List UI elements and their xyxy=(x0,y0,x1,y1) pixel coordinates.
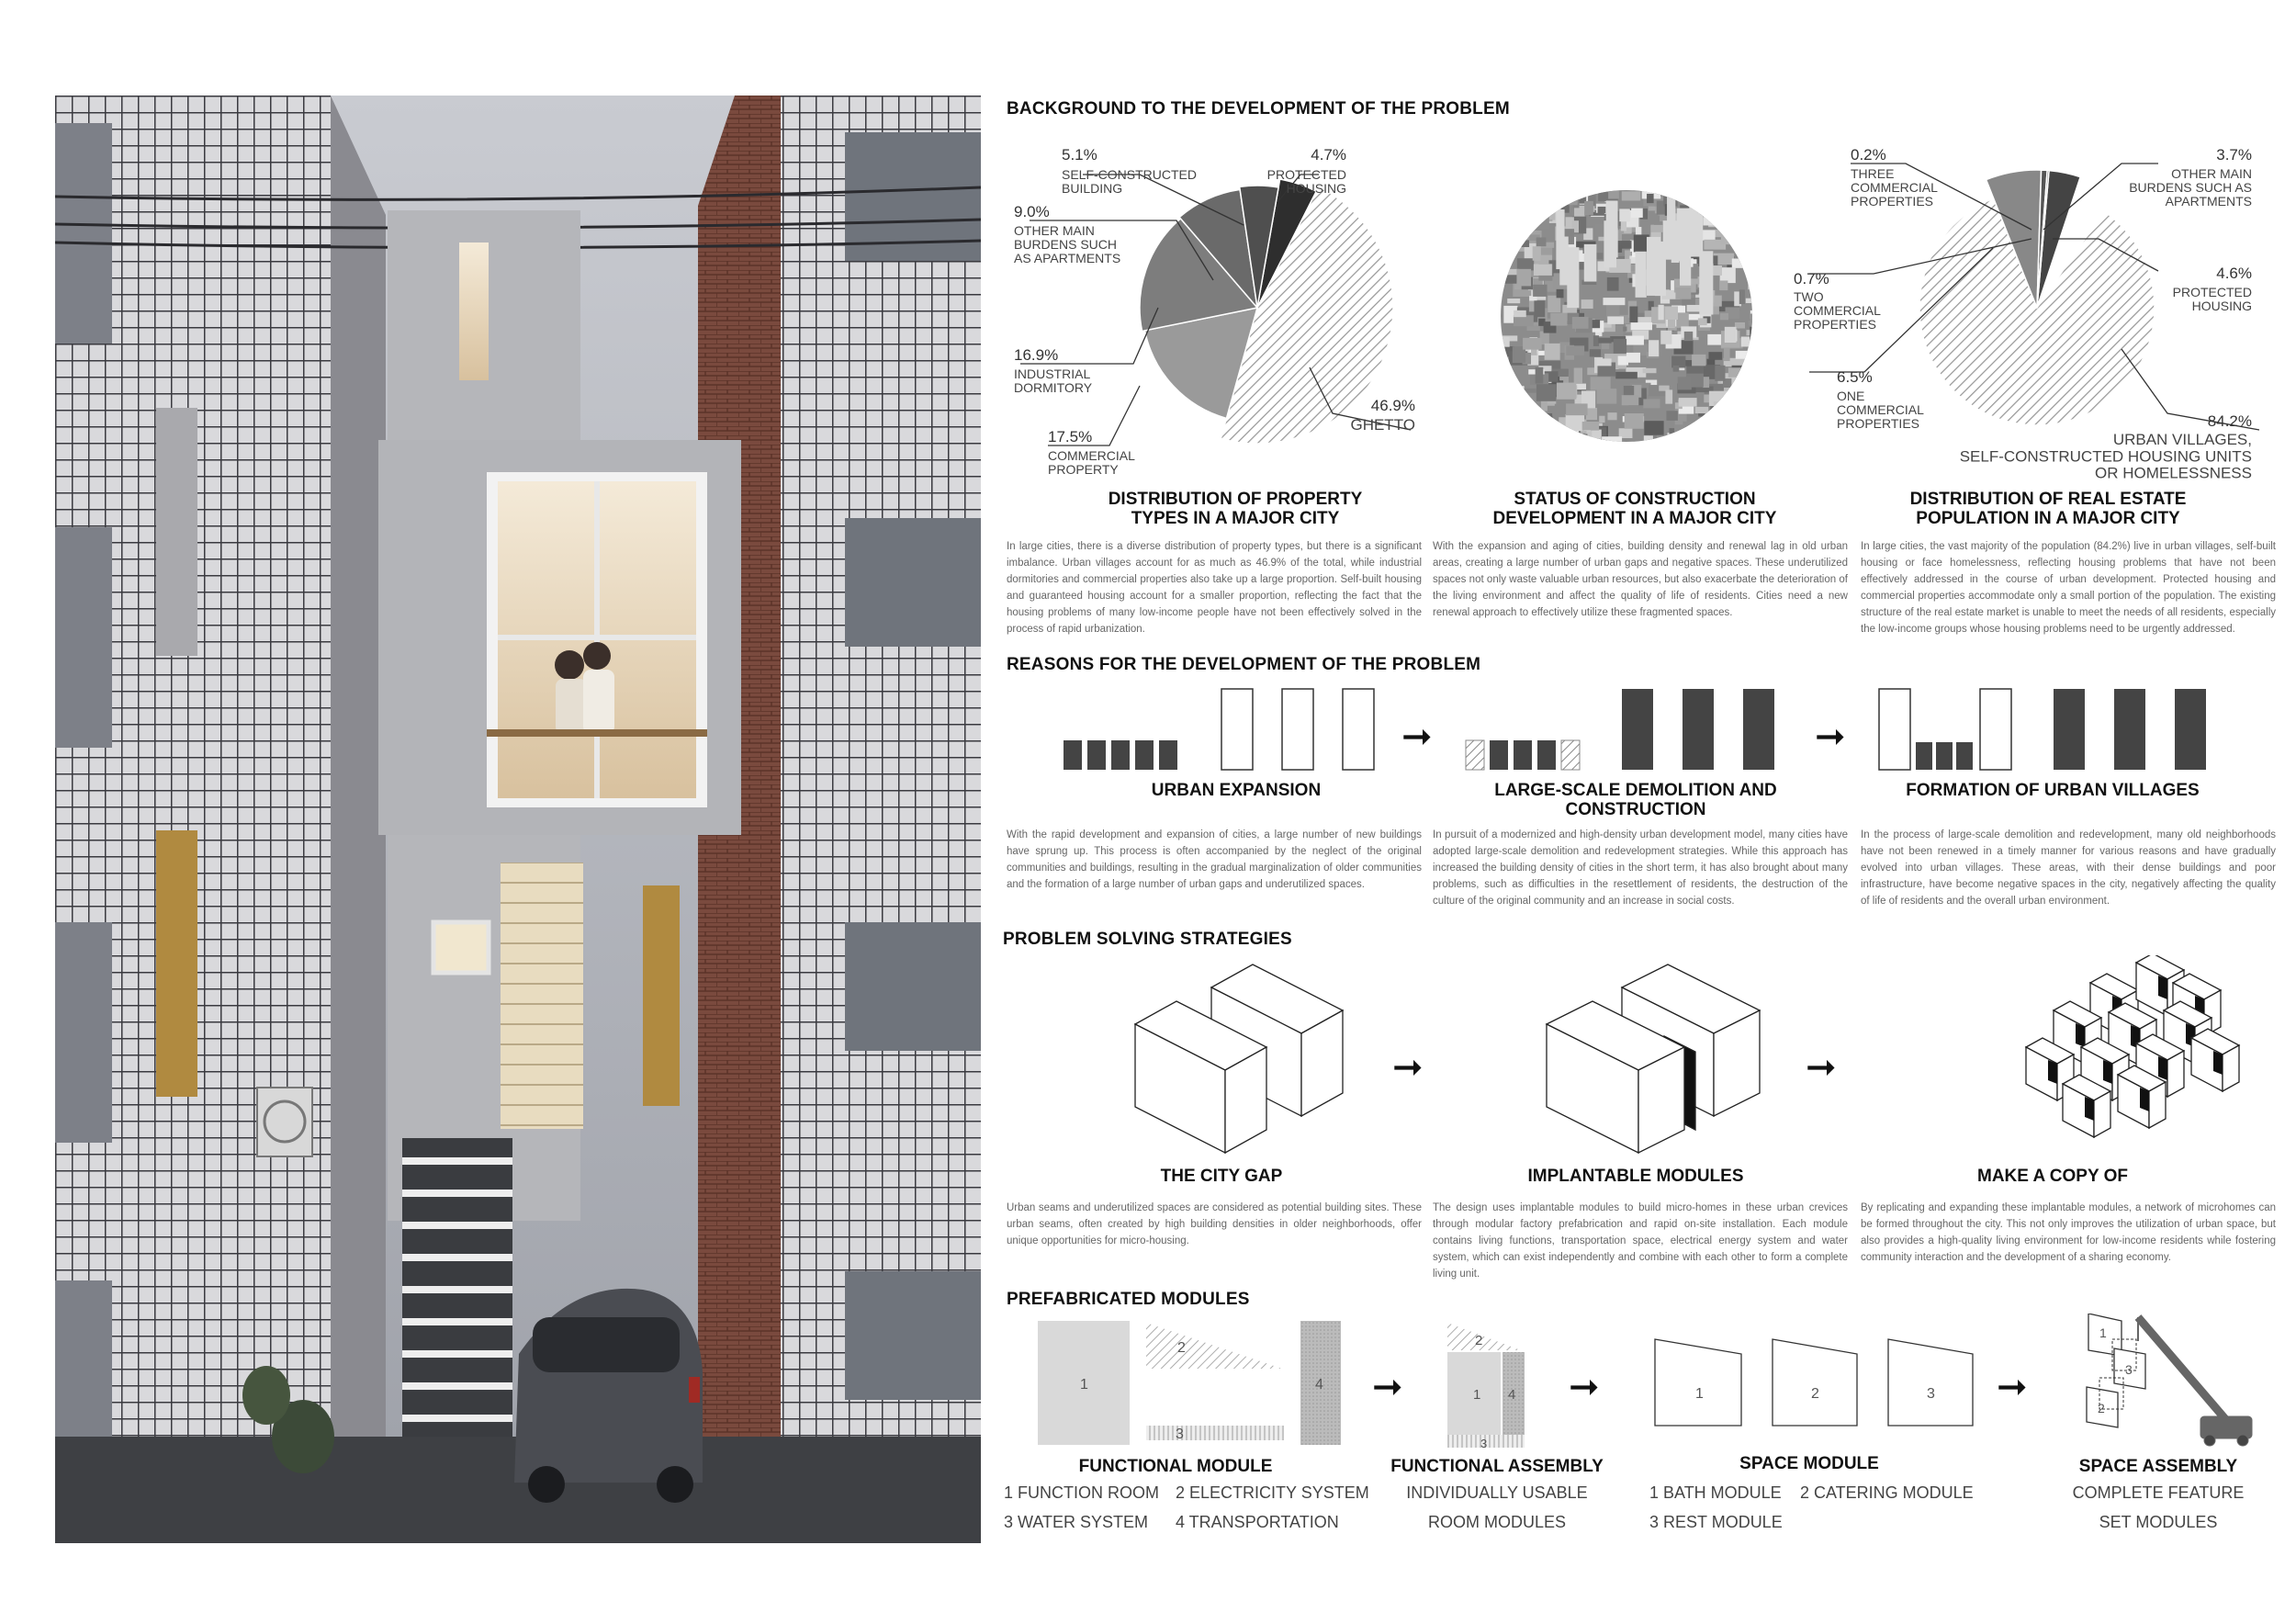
pie3-caption: DISTRIBUTION OF REAL ESTATE POPULATION IN A MAJOR CITY xyxy=(1909,490,2187,528)
strategy-text-1: Urban seams and underutilized spaces are considered as potential building sites. These urban seams, often created by high building densities in older neighborhoods, offer unique opportunities for micro-housing. xyxy=(1007,1202,1422,1246)
strategies-diagram xyxy=(1007,955,2283,1157)
functional-assembly-diagram xyxy=(1447,1323,1525,1450)
functional-module-item: 3 WATER SYSTEM xyxy=(1004,1513,1149,1531)
arrow-icon: ➞ xyxy=(1392,1047,1424,1088)
reason-text-3: In the process of large-scale demolition and redevelopment, many old neighborhoods have not been renewed in a timely manner for various reasons and have gradually evolved into urban villages. These areas, with their dense buildings and poor infrastructure, have become negative spaces in the city, negatively affecting the quality of life of residents and the overall urban environment. xyxy=(1861,829,2276,907)
module-number: 2 xyxy=(1811,1386,1819,1402)
module-number: 3 xyxy=(1480,1437,1488,1450)
pie3-label-text: PROTECTED HOUSING xyxy=(2172,285,2252,314)
reason-text-2: In pursuit of a modernized and high-density urban development model, many cities have adopted large-scale demolition and redevelopment strategies. While this approach has increased the building density of cities in the short term, it has also brought about many problems, such as difficulties in the resettlement of residents, the destruction of the culture of the original community and an increase in social costs. xyxy=(1433,829,1848,907)
demolition-diagram xyxy=(1466,689,1774,770)
pie3-label-pct: 6.5% xyxy=(1837,368,1873,386)
reason-caption-1: URBAN EXPANSION xyxy=(1151,781,1322,800)
module-number: 4 xyxy=(1315,1377,1323,1393)
pie1-label-pct: 46.9% xyxy=(1370,397,1415,414)
space-module-item: 2 CATERING MODULE xyxy=(1800,1483,1974,1502)
module-number: 1 xyxy=(1080,1377,1088,1393)
functional-module-item: 2 ELECTRICITY SYSTEM xyxy=(1176,1483,1369,1502)
pie1-label-pct: 17.5% xyxy=(1048,428,1093,445)
space-module-item: 1 BATH MODULE xyxy=(1649,1483,1782,1502)
reasons-diagram xyxy=(1007,680,2283,781)
pie1-label-pct: 5.1% xyxy=(1062,146,1097,164)
pie1-label-text: COMMERCIAL PROPERTY xyxy=(1048,448,1135,478)
pie2-description: With the expansion and aging of cities, building density and renewal lag in old urban areas, creating a large number of urban gaps and negative spaces. These underutilized spaces not only waste valuable urban resources, but also exacerbate the deterioration of the living environment and affect the quality of life of residents. Cities need a new renewal approach to effectively utilize these fragmented spaces. xyxy=(1433,541,1848,618)
module-number: 2 xyxy=(1177,1340,1186,1356)
section-title-reasons: REASONS FOR THE DEVELOPMENT OF THE PROBLEM xyxy=(1007,655,1481,674)
functional-assembly-line: ROOM MODULES xyxy=(1427,1513,1566,1531)
module-number: 1 xyxy=(1695,1386,1704,1402)
module-number: 4 xyxy=(1508,1387,1516,1403)
section-title-strategies: PROBLEM SOLVING STRATEGIES xyxy=(1003,930,1292,949)
space-assembly-diagram xyxy=(2087,1314,2252,1446)
pie2-caption: STATUS OF CONSTRUCTION DEVELOPMENT IN A MAJOR CITY xyxy=(1492,490,1777,528)
section-title-background: BACKGROUND TO THE DEVELOPMENT OF THE PROBLEM xyxy=(1007,99,1510,118)
pie3-label-text: OTHER MAIN BURDENS SUCH AS APARTMENTS xyxy=(2129,166,2252,209)
pie3-label-pct: 4.6% xyxy=(2216,265,2252,282)
space-assembly-line: COMPLETE FEATURE xyxy=(2072,1483,2245,1502)
strategy-text-3: By replicating and expanding these implantable modules, a network of microhomes can be formed throughout the city. This not only improves the utilization of urban space, but also provides a high-quality living environment for low-income residents while fostering community interaction and the development of a sharing economy. xyxy=(1861,1202,2276,1263)
pie1-caption: DISTRIBUTION OF PROPERTY TYPES IN A MAJOR CITY xyxy=(1108,490,1363,528)
pie1-label-text: GHETTO xyxy=(1350,416,1415,434)
module-number: 3 xyxy=(1927,1386,1935,1402)
functional-module-item: 1 FUNCTION ROOM xyxy=(1004,1483,1159,1502)
space-module-diagram xyxy=(1655,1339,1973,1426)
strategy-text-2: The design uses implantable modules to build micro-homes in these urban crevices through modular factory prefabrication and rapid on-site installation. Each module contains living functions, transportation space, electrical energy system and water system, which can exist independently and combine with each other to form a complete living unit. xyxy=(1433,1202,1848,1280)
pie3-label-pct: 0.7% xyxy=(1794,270,1829,288)
pie1-label-pct: 4.7% xyxy=(1311,146,1346,164)
functional-module-item: 4 TRANSPORTATION xyxy=(1176,1513,1339,1531)
pie3-label-pct: 84.2% xyxy=(2207,412,2252,430)
strategy-caption-3: MAKE A COPY OF xyxy=(1977,1167,2128,1186)
city-gap-diagram xyxy=(1135,964,1343,1153)
pie3-label-text: TWO COMMERCIAL PROPERTIES xyxy=(1794,289,1881,333)
arrow-icon: ➞ xyxy=(1372,1367,1403,1407)
arrow-icon: ➞ xyxy=(1401,716,1433,757)
space-module-title: SPACE MODULE xyxy=(1739,1454,1879,1473)
pie1-label-pct: 16.9% xyxy=(1014,346,1059,364)
module-number: 3 xyxy=(1176,1427,1184,1442)
reason-text-1: With the rapid development and expansion of cities, a large number of new buildings have sprung up. This process is often accompanied by the neglect of the original communities and buildings, resulting in the gradual marginalization of older communities and the formation of a large number of urban gaps and underutilized spaces. xyxy=(1007,829,1422,890)
pie1-label-text: PROTECTED HOUSING xyxy=(1266,167,1346,197)
strategy-caption-2: IMPLANTABLE MODULES xyxy=(1527,1167,1744,1186)
space-assembly-title: SPACE ASSEMBLY xyxy=(2078,1457,2238,1476)
arrow-icon: ➞ xyxy=(1815,716,1846,757)
functional-assembly-line: INDIVIDUALLY USABLE xyxy=(1406,1483,1588,1502)
module-number: 2 xyxy=(1475,1333,1483,1348)
section-title-prefab: PREFABRICATED MODULES xyxy=(1007,1290,1250,1309)
hero-rendering xyxy=(55,96,981,1543)
functional-module-title: FUNCTIONAL MODULE xyxy=(1078,1457,1273,1476)
module-number: 3 xyxy=(2125,1362,2133,1377)
pie1-label-pct: 9.0% xyxy=(1014,203,1050,220)
pie3-description: In large cities, the vast majority of the population (84.2%) live in urban villages, self-built housing or face homelessness, reflecting housing problems that have not been effectively addressed in the course of urban development. Protected housing and commercial properties accommodate only a small portion of the population. The existing structure of the real estate market is unable to meet the needs of all residents, especially the low-income groups whose housing problems need to be urgently addressed. xyxy=(1861,541,2276,635)
urban-villages-diagram xyxy=(1879,689,2206,770)
alley-illustration xyxy=(55,96,981,1543)
pie1-label-text: SELF-CONSTRUCTED BUILDING xyxy=(1062,167,1198,197)
aerial-city-photo xyxy=(1500,189,1753,443)
pie3-label-pct: 3.7% xyxy=(2216,146,2252,164)
strategy-caption-1: THE CITY GAP xyxy=(1160,1167,1283,1186)
reason-caption-2: LARGE-SCALE DEMOLITION AND CONSTRUCTION xyxy=(1494,781,1777,819)
pie-chart-population xyxy=(1791,138,2268,487)
arrow-icon: ➞ xyxy=(1806,1047,1837,1088)
functional-module-diagram xyxy=(1038,1321,1341,1445)
crane-icon xyxy=(2138,1317,2252,1446)
pie1-label-text: INDUSTRIAL DORMITORY xyxy=(1014,367,1093,396)
pie3-label-text: URBAN VILLAGES, SELF-CONSTRUCTED HOUSING UNITS OR HOMELESSNESS xyxy=(1959,431,2252,482)
arrow-icon: ➞ xyxy=(1997,1367,2028,1407)
module-number: 1 xyxy=(2099,1325,2107,1340)
prefab-diagram xyxy=(1007,1314,2283,1451)
space-module-item: 3 REST MODULE xyxy=(1649,1513,1783,1531)
implantable-modules-diagram xyxy=(1547,964,1760,1153)
module-number: 2 xyxy=(2098,1401,2105,1415)
pie-chart-property-types xyxy=(1007,138,1429,487)
pie1-label-text: OTHER MAIN BURDENS SUCH AS APARTMENTS xyxy=(1014,223,1121,266)
pie1-description: In large cities, there is a diverse distribution of property types, but there is a significant imbalance. Urban villages account for as much as 46.9% of the total, while industrial dormitories and commercial properties also take up a large proportion. Self-built housing and guaranteed housing account for a smaller proportion, reflecting the fact that the housing problems of many low-income people have not been effectively solved in the process of rapid urbanization. xyxy=(1007,541,1422,635)
reason-caption-3: FORMATION OF URBAN VILLAGES xyxy=(1906,781,2200,800)
pie3-label-text: ONE COMMERCIAL PROPERTIES xyxy=(1837,389,1924,432)
urban-expansion-diagram xyxy=(1064,689,1374,770)
pie3-label-text: THREE COMMERCIAL PROPERTIES xyxy=(1851,166,1938,209)
functional-assembly-title: FUNCTIONAL ASSEMBLY xyxy=(1390,1457,1604,1476)
module-number: 1 xyxy=(1473,1387,1481,1403)
space-assembly-line: SET MODULES xyxy=(2099,1513,2218,1531)
pie3-label-pct: 0.2% xyxy=(1851,146,1886,164)
make-a-copy-diagram xyxy=(2026,955,2239,1137)
arrow-icon: ➞ xyxy=(1569,1367,1600,1407)
